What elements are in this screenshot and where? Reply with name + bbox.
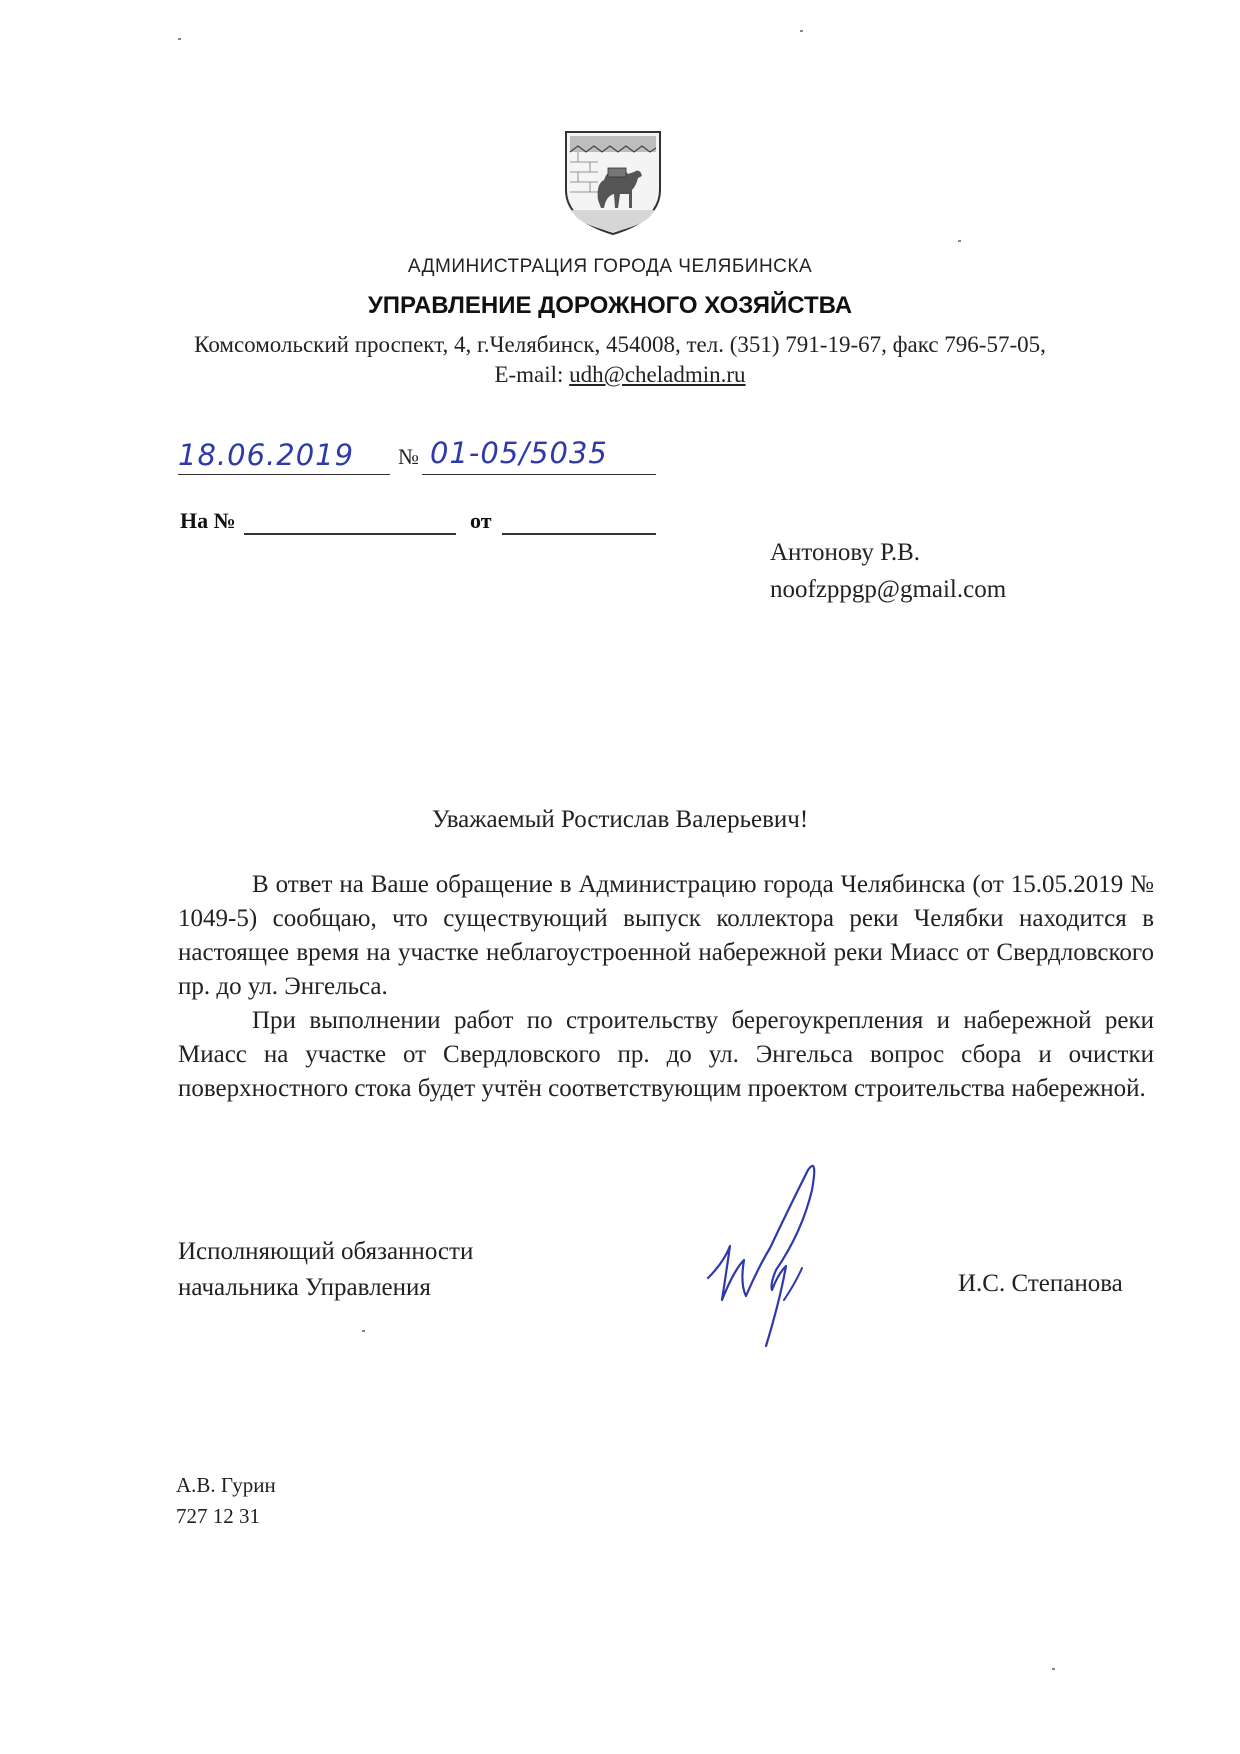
scan-speck [362, 1330, 365, 1332]
department-email-link[interactable]: udh@cheladmin.ru [569, 362, 746, 387]
reference-number-blank [244, 533, 456, 535]
addressee-email: noofzppgp@gmail.com [770, 576, 1007, 603]
administration-name: АДМИНИСТРАЦИЯ ГОРОДА ЧЕЛЯБИНСКА [407, 256, 813, 277]
body-paragraph-2: При выполнении работ по строительству берегоукрепления и набережной реки Миасс на участке от Свердловского пр. до ул. Энгельса вопрос сбора и очистки поверхностного стока будет учтён соответствующим проектом строительства набережной. [178, 1007, 1154, 1102]
department-email-line [0, 362, 1240, 388]
registration-date: 18.06.2019 [178, 438, 355, 472]
signer-name: И.С. Степанова [958, 1270, 1123, 1297]
reference-date-blank [502, 533, 656, 535]
addressee-block [770, 534, 1006, 608]
reference-date-label: от [470, 508, 492, 533]
date-underline [178, 474, 390, 475]
number-underline [422, 474, 656, 475]
addressee-name: Антонову Р.В. [770, 539, 921, 566]
executor-block [176, 1470, 276, 1532]
department-name: УПРАВЛЕНИЕ ДОРОЖНОГО ХОЗЯЙСТВА [367, 292, 853, 319]
handwritten-signature [700, 1150, 840, 1350]
registration-number: 01-05/5035 [430, 436, 608, 470]
executor-phone: 727 12 31 [176, 1504, 260, 1528]
salutation: Уважаемый Ростислав Валерьевич! [431, 806, 809, 833]
signer-position [178, 1234, 473, 1306]
scan-speck [178, 38, 181, 40]
scan-speck [1052, 1668, 1055, 1670]
reference-number-label: На № [180, 508, 236, 533]
email-label: E-mail: [494, 362, 570, 387]
letter-body [178, 868, 1154, 1106]
scan-speck [800, 30, 803, 32]
executor-name: А.В. Гурин [176, 1473, 276, 1497]
reference-line [180, 508, 660, 538]
coat-of-arms-icon [558, 128, 668, 238]
number-sign: № [398, 444, 419, 469]
registration-line [178, 438, 658, 478]
position-line-1: Исполняющий обязанности [178, 1238, 474, 1265]
position-line-2: начальника Управления [178, 1274, 431, 1301]
department-address: Комсомольский проспект, 4, г.Челябинск, 454008, тел. (351) 791-19-67, факс 796-57-05, [194, 332, 1046, 357]
body-paragraph-1: В ответ на Ваше обращение в Администрацию города Челябинска (от 15.05.2019 № 1049-5) сообщаю, что существующий выпуск коллектора реки Челябки находится в настоящее время на участке неблагоустроенной набережной реки Миасс от Свердловского пр. до ул. Энгельса. [178, 871, 1154, 1000]
scan-speck [958, 240, 961, 242]
